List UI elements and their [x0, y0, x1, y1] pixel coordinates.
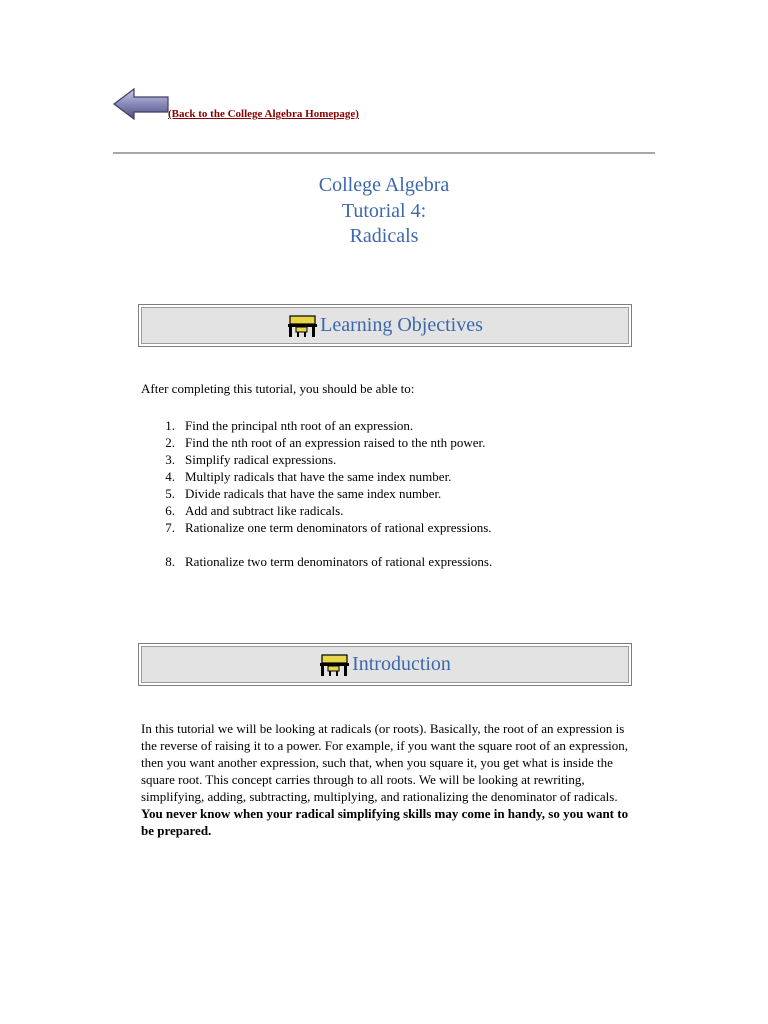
learning-objectives-header-inner	[141, 307, 629, 344]
introduction-title: Introduction	[352, 653, 451, 675]
introduction-body: In this tutorial we will be looking at radicals (or roots). Basically, the root of an expression is the reverse of raising it to a power. For example, if you want the square root of an expression, then you want another expression, such that, when you square it, you get what is inside the square root. This concept carries through to all roots. We will be looking at rewriting, simplifying, adding, subtracting, multiplying, and rationalizing the denominator of radicals.	[141, 721, 628, 804]
title-line-tutorial: Tutorial 4:	[341, 199, 427, 222]
title-line-topic: Radicals	[349, 225, 419, 247]
list-item: 6. Add and subtract like radicals.	[165, 503, 344, 518]
introduction-header	[138, 643, 632, 686]
learning-objectives-title: Learning Objectives	[320, 314, 483, 336]
objectives-list	[141, 417, 641, 570]
title-line-course: College Algebra	[318, 174, 450, 196]
list-item: 1. Find the principal nth root of an expression.	[165, 418, 414, 433]
list-item: 5. Divide radicals that have the same index number.	[165, 486, 442, 501]
list-item: 2. Find the nth root of an expression raised to the nth power.	[165, 435, 486, 450]
desk-icon	[287, 314, 319, 338]
introduction-emphasis: You never know when your radical simplifying skills may come in handy, so you want to be prepared.	[141, 806, 629, 838]
introduction-paragraph	[141, 720, 633, 839]
list-item: 7. Rationalize one term denominators of rational expressions.	[165, 520, 492, 535]
desk-icon	[319, 653, 351, 677]
objectives-lead: After completing this tutorial, you should be able to:	[141, 381, 415, 396]
page-title	[0, 173, 768, 250]
back-navigation	[112, 86, 432, 126]
back-to-homepage-link[interactable]: (Back to the College Algebra Homepage)	[168, 108, 359, 120]
header-divider	[113, 152, 655, 154]
list-item: 8. Rationalize two term denominators of rational expressions.	[165, 554, 493, 569]
list-item: 4. Multiply radicals that have the same index number.	[165, 469, 452, 484]
introduction-header-inner	[141, 646, 629, 683]
back-arrow-icon[interactable]	[112, 86, 170, 122]
list-item: 3. Simplify radical expressions.	[165, 452, 337, 467]
learning-objectives-header	[138, 304, 632, 347]
